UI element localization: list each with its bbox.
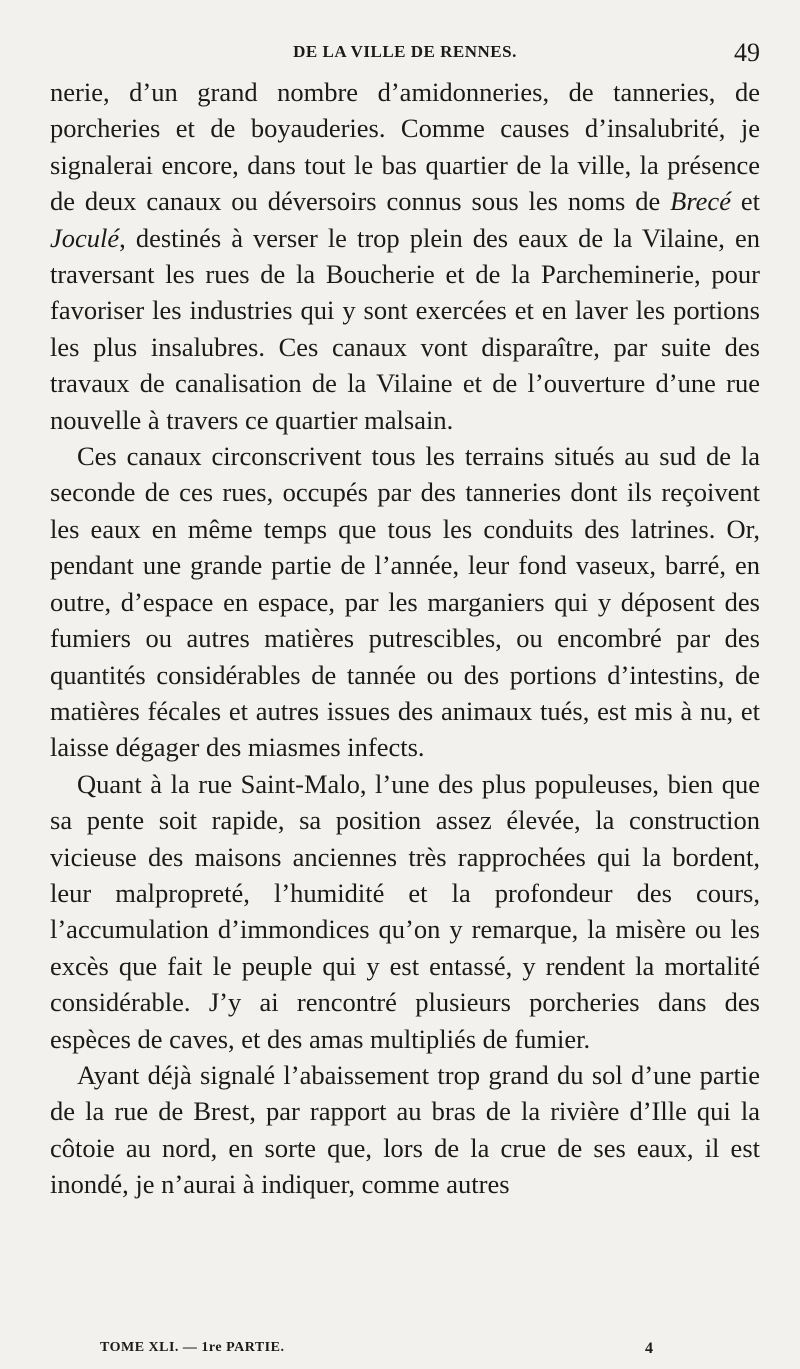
sheet-number: 4 (645, 1340, 653, 1357)
text-run: Quant à la rue Saint-Malo, l’une des plus populeuses, bien que sa pente soit rapide, sa position assez élevée, la construction vicieuse des maisons anciennes très rapprochées qui la bordent, leur malpropreté, l’humidité et la profondeur des cours, l’accumulation d’immondices qu’on y remarque, la misère ou les excès que fait le peuple qui y est entassé, y rendent la mortalité considérable. J’y ai rencontré plusieurs porcheries dans des espèces de caves, et des amas multipliés de fumier. (50, 768, 760, 1054)
paragraph (50, 766, 760, 1057)
text-run: Ces canaux circonscrivent tous les terrains situés au sud de la seconde de ces rues, occupés par des tanneries dont ils reçoivent les eaux en même temps que tous les conduits des latrines. Or, pendant une grande partie de l’année, leur fond vaseux, barré, en outre, d’espace en espace, par les marganiers qui y déposent des fumiers ou autres matières putrescibles, ou encombré par des quantités considérables de tannée ou des portions d’intestins, de matières fécales et autres issues des animaux tués, est mis à nu, et laisse dégager des miasmes infects. (50, 441, 760, 763)
text-run: nerie, d’un grand nombre d’amidonneries, de tanneries, de porcheries et de boyauderies. Comme causes d’insalubrité, je signalerai encore, dans tout le bas quartier de la ville, la présence de deux canaux ou déversoirs connus sous les noms de (50, 77, 760, 217)
italic-term: Brecé (670, 186, 731, 217)
page-header (50, 38, 760, 74)
page-footer (50, 1340, 760, 1364)
paragraph (50, 1057, 760, 1203)
body-text (50, 74, 760, 1203)
signature-mark: TOME XLI. — 1re PARTIE. (100, 1340, 285, 1355)
paragraph (50, 74, 760, 438)
page-number: 49 (734, 38, 760, 67)
text-run: , destinés à verser le trop plein des eaux de la Vilaine, en traversant les rues de la Boucherie et de la Parcheminerie, pour favoriser les industries qui y sont exercées et en laver les portions les plus insalubres. Ces canaux vont disparaître, par suite des travaux de canalisation de la Vilaine et de l’ouverture d’une rue nouvelle à travers ce quartier malsain. (50, 222, 760, 435)
italic-term: Joculé (50, 222, 120, 253)
text-run: Ayant déjà signalé l’abaissement trop grand du sol d’une partie de la rue de Brest, par rapport au bras de la rivière d’Ille qui la côtoie au nord, en sorte que, lors de la crue de ses eaux, il est inondé, je n’aurai à indiquer, comme autres (50, 1059, 760, 1200)
paragraph (50, 438, 760, 766)
text-run: et (730, 186, 761, 217)
running-title: DE LA VILLE DE RENNES. (293, 42, 517, 61)
